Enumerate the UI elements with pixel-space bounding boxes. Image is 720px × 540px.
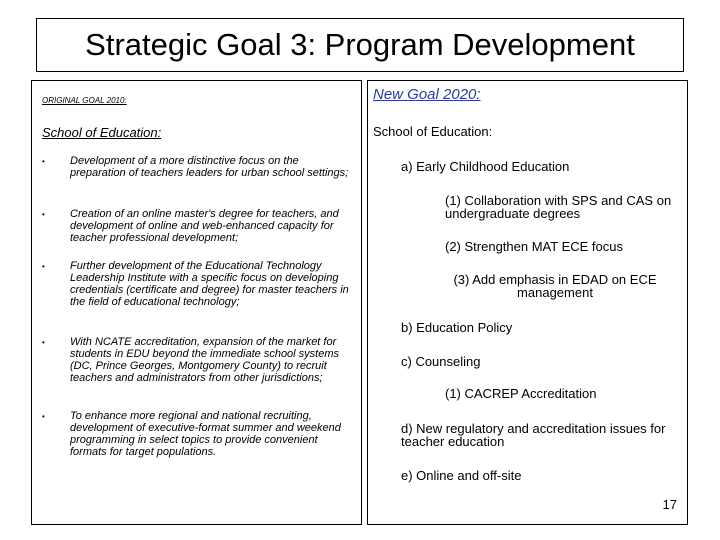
bullet-icon: • [42,157,45,166]
left-school-heading: School of Education: [42,125,162,140]
original-goal-label: ORIGINAL GOAL 2010: [42,96,127,105]
original-goal-item: Creation of an online master's degree for teachers, and development of online and web-enhanced capacity for teacher professional development; [70,208,339,244]
new-goal-subitem: (1) CACREP Accreditation [445,386,597,401]
page-number: 17 [662,497,677,512]
new-goal-subitem: (2) Strengthen MAT ECE focus [445,239,623,254]
bullet-icon: • [42,262,45,271]
new-goal-subitem: (3) Add emphasis in EDAD on ECE management [453,272,657,300]
new-goal-item: c) Counseling [401,354,481,369]
new-goal-item: d) New regulatory and accreditation issues for teacher education [401,421,666,449]
original-goal-item: To enhance more regional and national recruiting, development of executive-format summer and weekend programming in select topics to provide convenient formats for target populations. [70,410,341,458]
new-goal-item: b) Education Policy [401,320,513,335]
new-goal-label: New Goal 2020: [373,86,481,103]
original-goal-item: Further development of the Educational Technology Leadership Institute with a specific focus on developing credentials (certificate and degree) for master teachers in the field of educational technology; [70,260,349,308]
original-goal-item: Development of a more distinctive focus on the preparation of teachers leaders for urban school settings; [70,155,349,179]
new-goal-item: e) Online and off-site [401,468,522,483]
right-school-heading: School of Education: [373,124,493,139]
bullet-icon: • [42,338,45,347]
original-goal-item: With NCATE accreditation, expansion of the market for students in EDU beyond the immediate school systems (DC, Prince Georges, Montgomery County) to recruit teachers and administrators from other jurisdictions; [70,336,340,384]
new-goal-item: a) Early Childhood Education [401,159,570,174]
bullet-icon: • [42,412,45,421]
slide-title: Strategic Goal 3: Program Development [85,27,635,62]
bullet-icon: • [42,210,45,219]
new-goal-panel [367,80,688,525]
title-box [36,18,684,72]
original-goal-panel [31,80,362,525]
new-goal-subitem: (1) Collaboration with SPS and CAS on undergraduate degrees [445,193,672,221]
